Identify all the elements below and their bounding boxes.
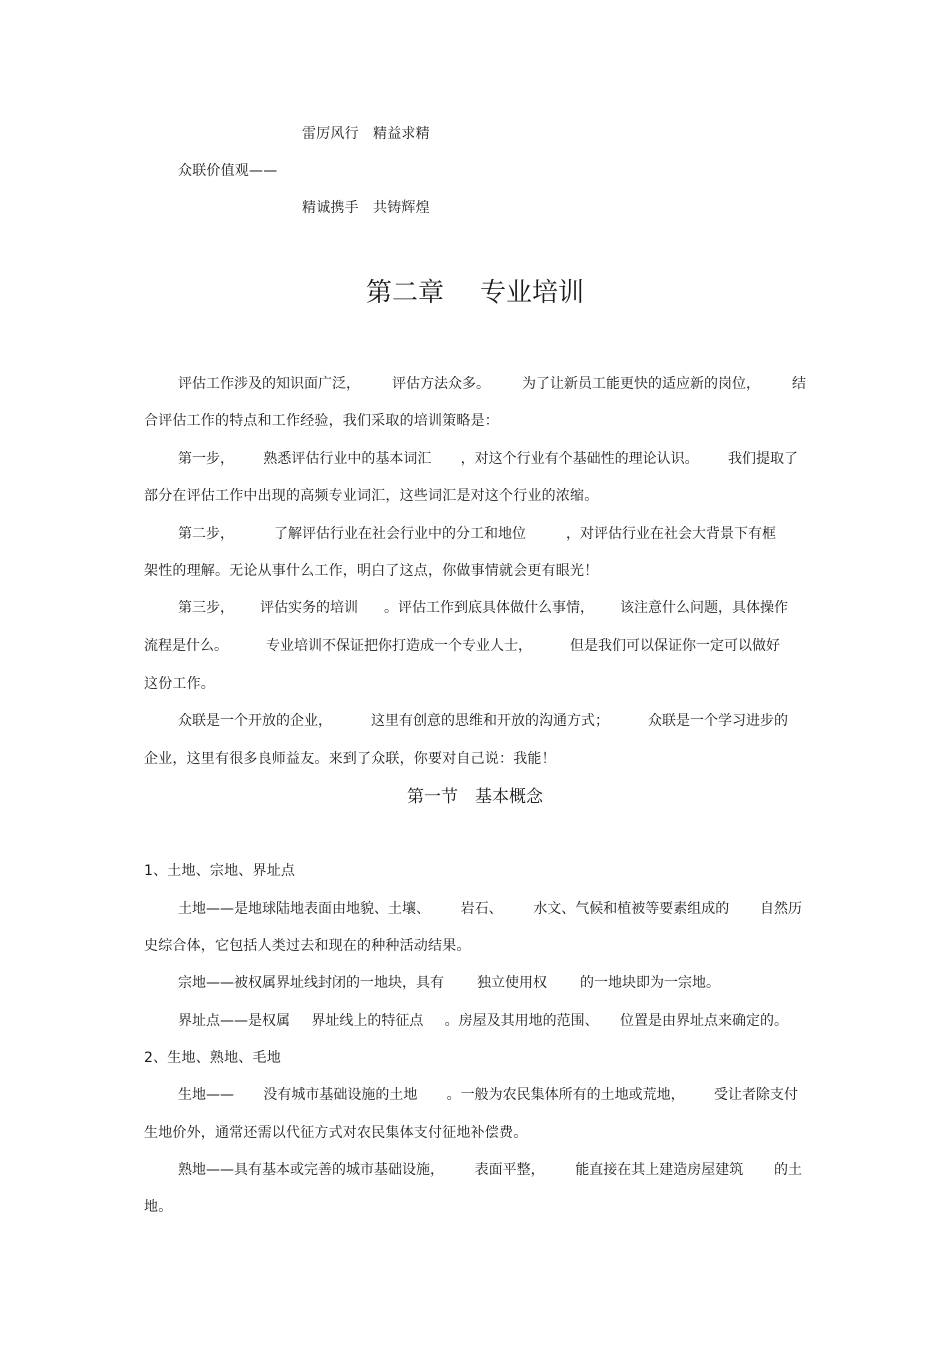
text-seg: 结 bbox=[792, 376, 806, 392]
chapter-name: 专业培训 bbox=[480, 278, 585, 308]
land-def-line1 bbox=[178, 899, 802, 919]
text-seg: 界址点——是权属 bbox=[178, 1013, 290, 1029]
section-title: 第一节 基本概念 bbox=[407, 787, 543, 807]
text-seg: 众联是一个开放的企业， bbox=[178, 713, 332, 729]
text-seg: 但是我们可以保证你一定可以做好 bbox=[570, 638, 780, 654]
text-seg: 生地—— bbox=[178, 1087, 234, 1103]
text-seg: 表面平整， bbox=[474, 1162, 545, 1178]
text-seg: 水文、气候和植被等要素组成的 bbox=[533, 901, 730, 917]
text-seg: 独立使用权 bbox=[477, 975, 547, 991]
motto-line-1: 雷厉风行 精益求精 bbox=[302, 126, 430, 142]
chapter-title bbox=[0, 276, 950, 310]
text-seg: 众联是一个学习进步的 bbox=[648, 713, 788, 729]
text-seg: 这里有创意的思维和开放的沟通方式； bbox=[371, 713, 609, 729]
text-seg: 没有城市基础设施的土地 bbox=[263, 1087, 418, 1103]
intro-p1-line1 bbox=[178, 374, 806, 394]
text-seg: 岩石、 bbox=[460, 901, 503, 917]
text-seg: 流程是什么。 bbox=[144, 638, 228, 654]
intro-p4-line3: 这份工作。 bbox=[144, 676, 215, 692]
values-label: 众联价值观—— bbox=[178, 163, 278, 179]
text-seg: 。房屋及其用地的范围、 bbox=[444, 1013, 599, 1029]
text-seg: ，对这个行业有个基础性的理论认识。 bbox=[460, 451, 699, 467]
text-seg: 受让者除支付 bbox=[713, 1087, 798, 1103]
text-seg: 评估工作涉及的知识面广泛， bbox=[178, 376, 360, 392]
parcel-def bbox=[178, 973, 720, 993]
text-seg: 界址线上的特征点 bbox=[311, 1013, 424, 1029]
text-seg: 第二步， bbox=[178, 526, 234, 542]
text-seg: 的一地块即为一宗地。 bbox=[580, 975, 720, 991]
text-seg: 评估实务的培训 bbox=[260, 600, 358, 616]
text-seg: 能直接在其上建造房屋建筑 bbox=[575, 1162, 744, 1178]
land-def-line2: 史综合体，它包括人类过去和现在的种种活动结果。 bbox=[144, 938, 471, 954]
text-seg: 宗地——被权属界址线封闭的一地块，具有 bbox=[178, 975, 444, 991]
raw-land-def-line2: 生地价外，通常还需以代征方式对农民集体支付征地补偿费。 bbox=[144, 1125, 528, 1141]
intro-p2-line2: 部分在评估工作中出现的高频专业词汇，这些词汇是对这个行业的浓缩。 bbox=[144, 488, 599, 504]
intro-p4-line1 bbox=[178, 598, 788, 618]
boundary-point-def bbox=[178, 1011, 788, 1031]
text-seg: 熟悉评估行业中的基本词汇 bbox=[263, 451, 432, 467]
text-seg: 自然历 bbox=[759, 901, 802, 917]
text-seg: 了解评估行业在社会行业中的分工和地位 bbox=[274, 526, 526, 542]
text-seg: ，对评估行业在社会大背景下有框 bbox=[566, 526, 776, 542]
intro-p1-line2: 合评估工作的特点和工作经验，我们采取的培训策略是： bbox=[144, 413, 499, 429]
raw-land-def-line1 bbox=[178, 1085, 798, 1105]
intro-p5-line1 bbox=[178, 711, 788, 731]
text-seg: 。评估工作到底具体做什么事情， bbox=[384, 600, 594, 616]
motto-line-2: 精诚携手 共铸辉煌 bbox=[302, 200, 430, 216]
developed-land-def-line2: 地。 bbox=[144, 1199, 173, 1215]
developed-land-def-line1 bbox=[178, 1160, 802, 1180]
text-seg: 第一步， bbox=[178, 451, 234, 467]
intro-p4-line2 bbox=[144, 636, 780, 656]
text-seg: 的土 bbox=[773, 1162, 802, 1178]
text-seg: 该注意什么问题，具体操作 bbox=[620, 600, 788, 616]
text-seg: 专业培训不保证把你打造成一个专业人士， bbox=[266, 638, 532, 654]
intro-p3-line2: 架性的理解。无论从事什么工作，明白了这点，你做事情就会更有眼光！ bbox=[144, 563, 599, 579]
text-seg: 。一般为农民集体所有的土地或荒地， bbox=[446, 1087, 685, 1103]
text-seg: 土地——是地球陆地表面由地貌、土壤、 bbox=[178, 901, 430, 917]
intro-p2-line1 bbox=[178, 449, 798, 469]
text-seg: 我们提取了 bbox=[727, 451, 798, 467]
concept-heading-2: 2、生地、熟地、毛地 bbox=[144, 1050, 281, 1066]
text-seg: 评估方法众多。 bbox=[392, 376, 490, 392]
intro-p3-line1 bbox=[178, 524, 776, 544]
text-seg: 位置是由界址点来确定的。 bbox=[619, 1013, 788, 1029]
chapter-number: 第二章 bbox=[365, 278, 444, 308]
intro-p5-line2: 企业，这里有很多良师益友。来到了众联，你要对自己说：我能！ bbox=[144, 751, 556, 767]
text-seg: 第三步， bbox=[178, 600, 234, 616]
text-seg: 为了让新员工能更快的适应新的岗位， bbox=[522, 376, 760, 392]
text-seg: 熟地——具有基本或完善的城市基础设施， bbox=[178, 1162, 444, 1178]
concept-heading-1: 1、土地、宗地、界址点 bbox=[144, 863, 296, 879]
